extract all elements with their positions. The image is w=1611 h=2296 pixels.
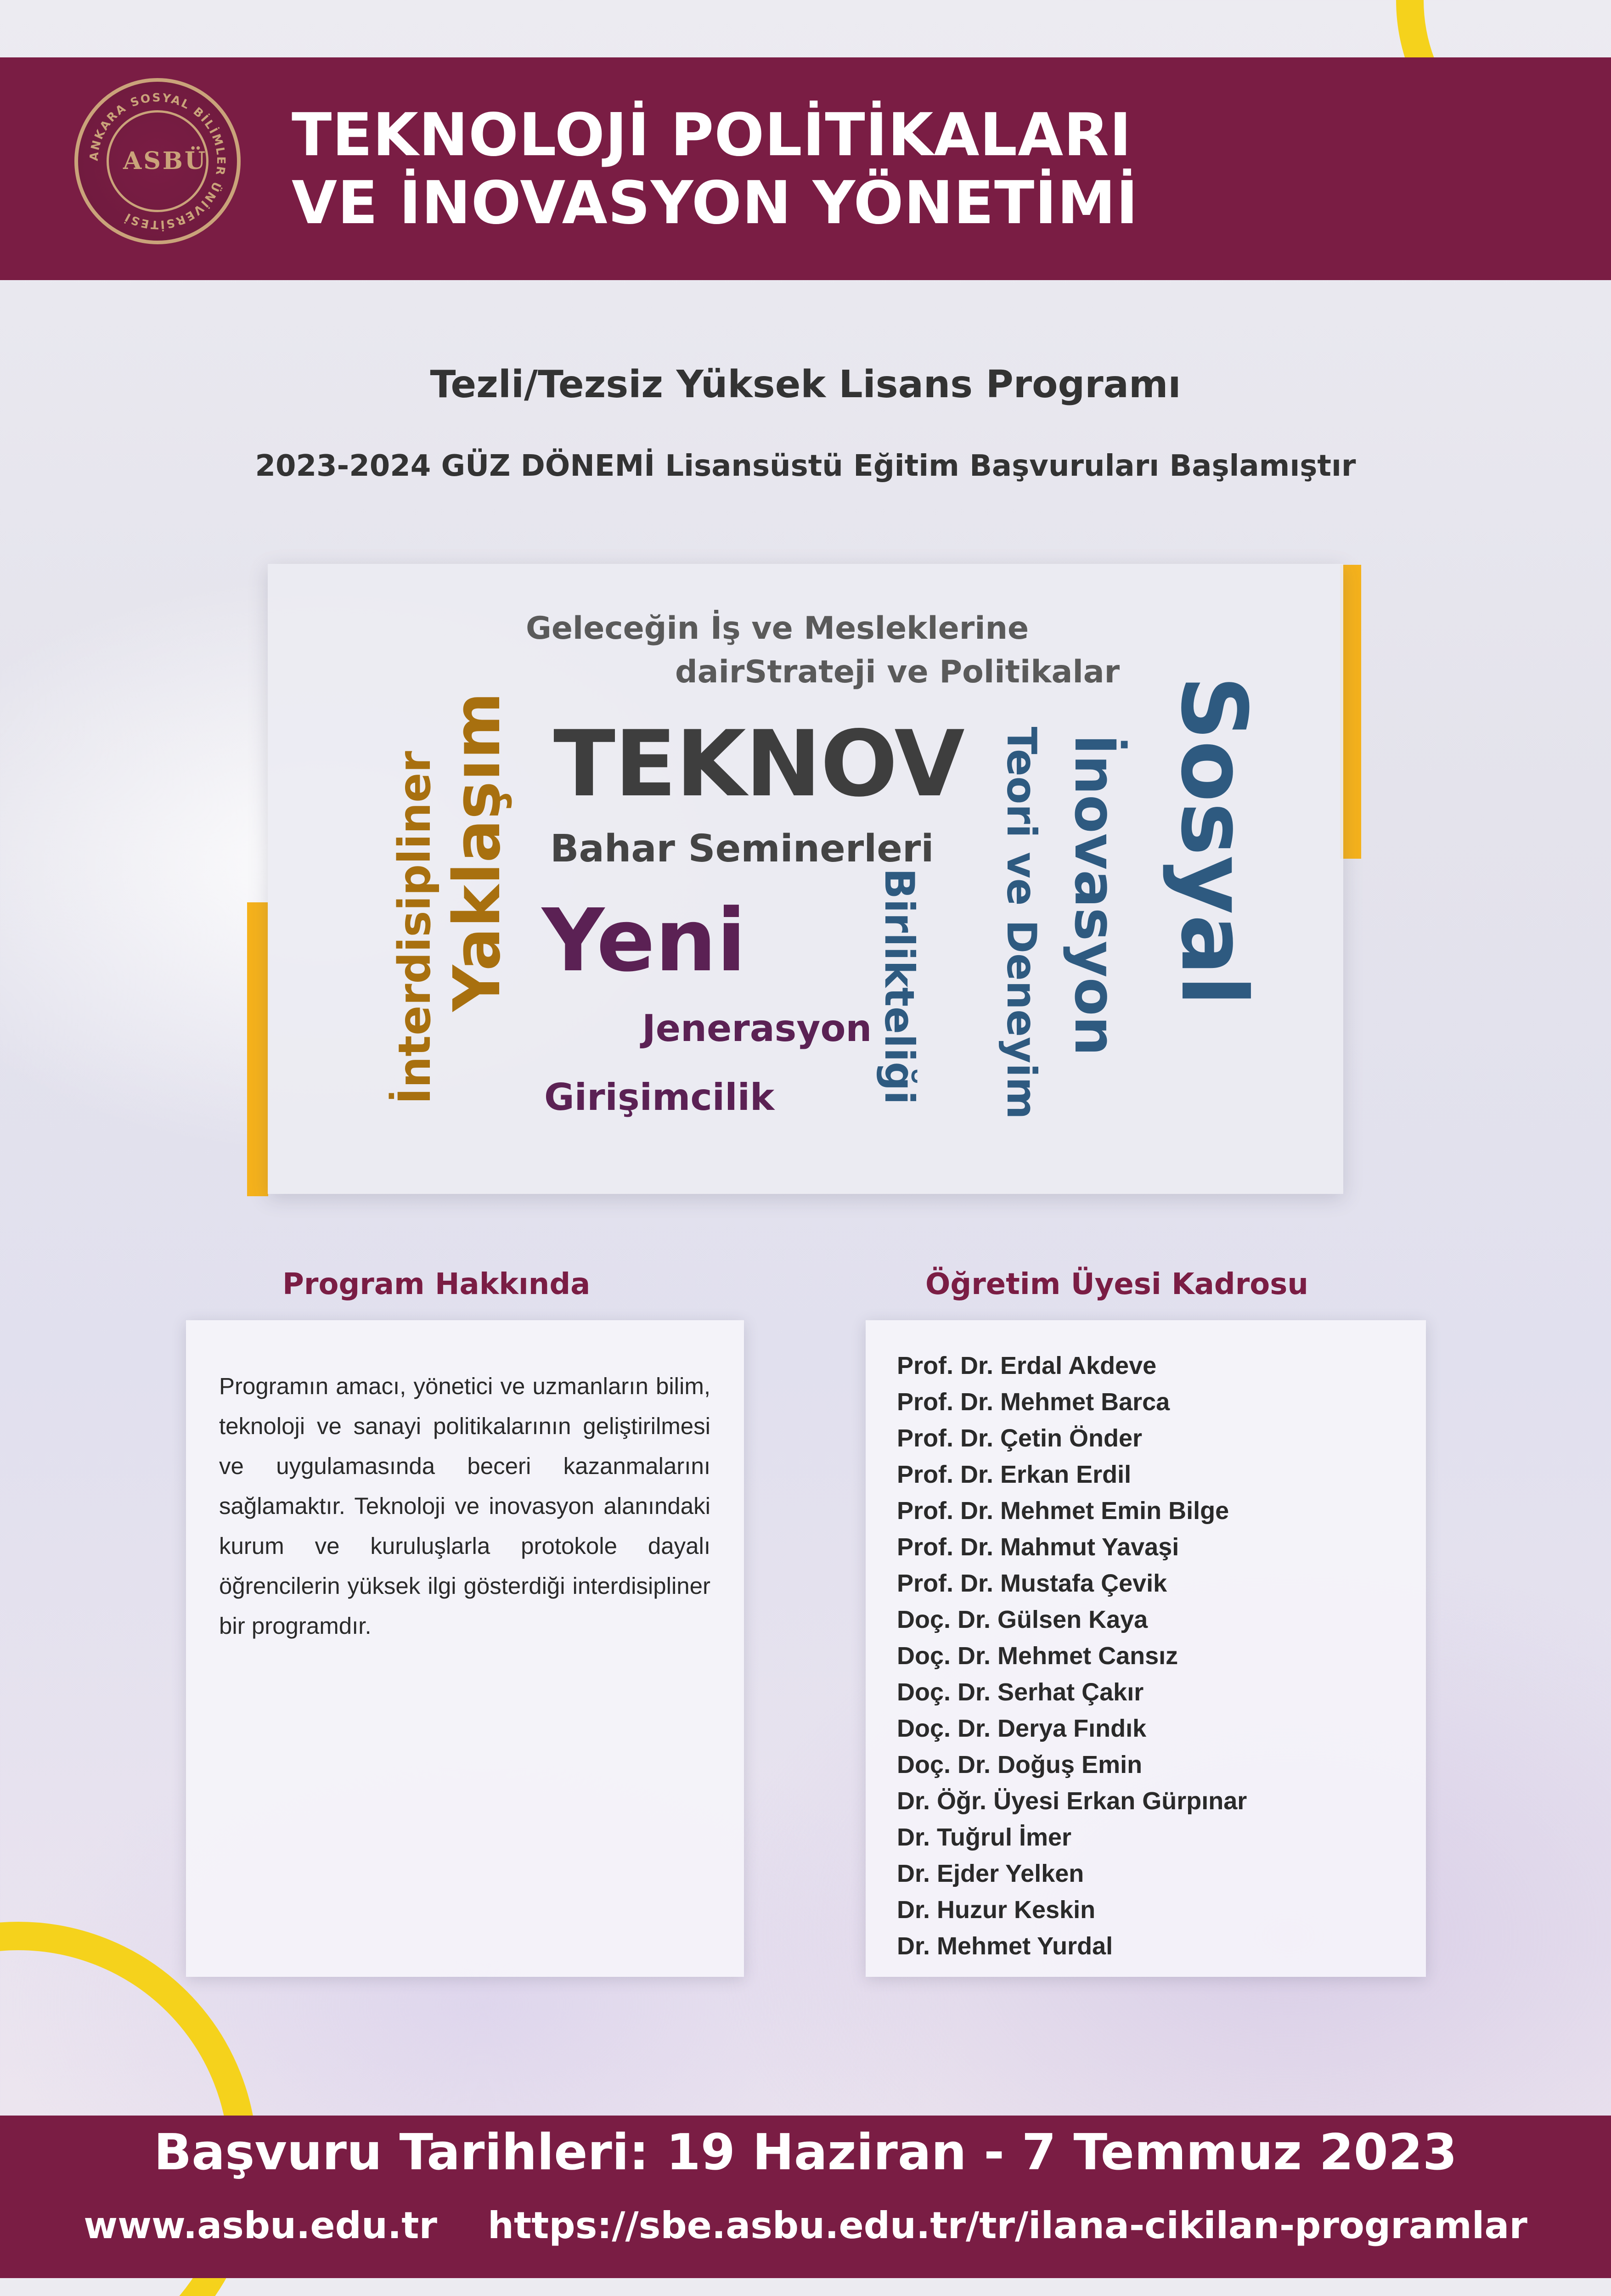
word-interdisipliner: İnterdisipliner [389, 751, 440, 1104]
program-type: Tezli/Tezsiz Yüksek Lisans Programı [430, 363, 1181, 406]
faculty-member: Prof. Dr. Erkan Erdil [897, 1461, 1132, 1488]
footer-links [0, 2204, 1611, 2247]
word-future-jobs: Geleceğin İş ve Mesleklerine [526, 610, 1029, 647]
faculty-member: Doç. Dr. Serhat Çakır [897, 1678, 1144, 1706]
page-title-line-1: TEKNOLOJİ POLİTİKALARI [292, 101, 1132, 169]
word-teori-ve-deneyim: Teori ve Deneyim [998, 726, 1045, 1120]
faculty-member: Doç. Dr. Gülsen Kaya [897, 1606, 1148, 1633]
faculty-member: Prof. Dr. Mustafa Çevik [897, 1570, 1167, 1597]
word-yeni: Yeni [542, 890, 746, 991]
application-dates: Başvuru Tarihleri: 19 Haziran - 7 Temmuz 2023 [153, 2124, 1458, 2181]
faculty-member: Dr. Ejder Yelken [897, 1860, 1084, 1887]
about-heading: Program Hakkında [282, 1267, 591, 1301]
word-sosyal: Sosyal [1161, 675, 1266, 1006]
faculty-heading: Öğretim Üyesi Kadrosu [925, 1267, 1308, 1301]
announcement: 2023-2024 GÜZ DÖNEMİ Lisansüstü Eğitim Başvuruları Başlamıştır [255, 449, 1356, 483]
word-inovasyon: İnovasyon [1062, 734, 1127, 1056]
faculty-member: Doç. Dr. Mehmet Cansız [897, 1642, 1178, 1670]
faculty-member: Prof. Dr. Erdal Akdeve [897, 1352, 1157, 1379]
word-jenerasyon: Jenerasyon [642, 1007, 872, 1050]
seal-circular-text: ANKARA SOSYAL BİLİMLER ÜNİVERSİTESİ [87, 90, 228, 232]
faculty-panel [866, 1320, 1426, 1977]
faculty-member: Prof. Dr. Mehmet Emin Bilge [897, 1497, 1229, 1525]
about-panel [186, 1320, 744, 1977]
word-yaklasim: Yaklaşım [440, 692, 515, 1012]
faculty-list [897, 1348, 1247, 1964]
page-title-line-2: VE İNOVASYON YÖNETİMİ [292, 169, 1138, 237]
word-birlikteligi: Birlikteliği [876, 868, 923, 1105]
program-list-link[interactable]: https://sbe.asbu.edu.tr/tr/ilana-cikilan-programlar [487, 2204, 1527, 2247]
about-text: Programın amacı, yönetici ve uzmanların bilim, teknoloji ve sanayi politikalarının geliştirilmesi ve uygulamasında beceri kazanmalarını sağlamaktır. Teknoloji ve inovasyon alanındaki kurum ve kuruluşlarla protokole dayalı öğrencilerin yüksek ilgi gösterdiği interdisipliner bir programdır. [219, 1373, 710, 1639]
seal-mark: ASBÜ [123, 147, 208, 175]
word-strategy-policy: dairStrateji ve Politikalar [675, 654, 1120, 690]
faculty-member: Dr. Mehmet Yurdal [897, 1932, 1113, 1960]
word-teknov: TEKNOV [553, 711, 964, 817]
word-bahar-seminerleri: Bahar Seminerleri [550, 827, 934, 871]
accent-bar-left [247, 902, 268, 1196]
seal-inner-ring [107, 110, 208, 212]
faculty-member: Prof. Dr. Çetin Önder [897, 1424, 1143, 1452]
faculty-member: Prof. Dr. Mahmut Yavaşi [897, 1533, 1179, 1561]
faculty-member: Doç. Dr. Doğuş Emin [897, 1751, 1143, 1778]
faculty-member: Prof. Dr. Mehmet Barca [897, 1388, 1170, 1416]
faculty-member: Dr. Huzur Keskin [897, 1896, 1096, 1924]
website-link[interactable]: www.asbu.edu.tr [84, 2204, 437, 2247]
word-girisimcilik: Girişimcilik [544, 1076, 775, 1119]
university-seal [74, 78, 241, 244]
faculty-member: Dr. Tuğrul İmer [897, 1823, 1072, 1851]
faculty-member: Doç. Dr. Derya Fındık [897, 1715, 1147, 1742]
faculty-member: Dr. Öğr. Üyesi Erkan Gürpınar [897, 1787, 1247, 1815]
